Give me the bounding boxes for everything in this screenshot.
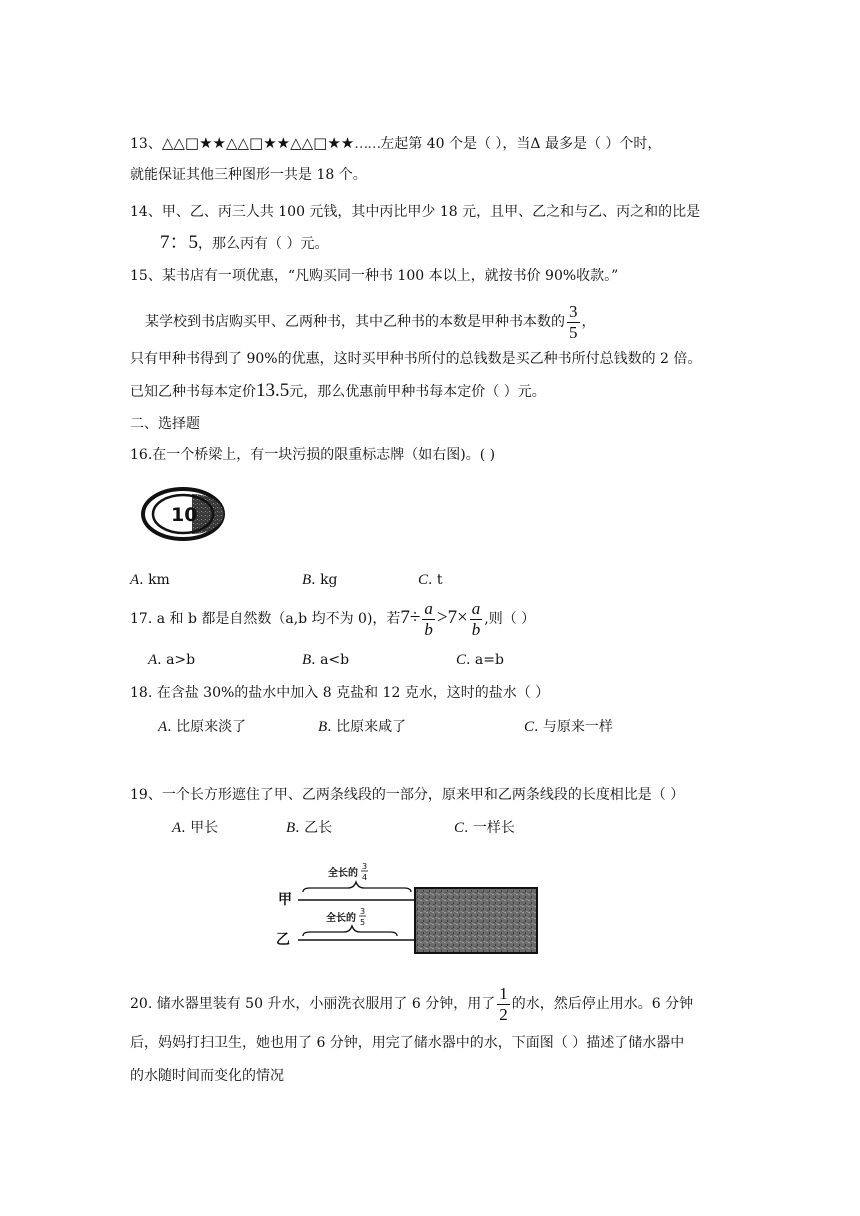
q15-fraction-denominator: 5: [569, 322, 578, 342]
q20-line1: [130, 982, 693, 1026]
q19-segments-figure: [270, 858, 542, 958]
q17-text: 17. a 和 b 都是自然数（a,b 均不为 0)，若: [130, 611, 401, 627]
q17-post: ,则（ ）: [484, 611, 536, 627]
q16-option-b-text: . kg: [311, 572, 338, 588]
q17-times-sign: ×: [457, 607, 468, 628]
q17-fraction-2: [470, 599, 483, 640]
q16-option-b: [302, 570, 338, 590]
q19-option-a: [172, 818, 218, 838]
caption-jia-den: 4: [362, 873, 368, 882]
q14-line1: 14、甲、乙、丙三人共 100 元钱，其中丙比甲少 18 元，且甲、乙之和与乙、丙之和的比是: [130, 204, 701, 220]
q15-fraction: [567, 302, 580, 343]
q16-option-a-letter: A: [130, 572, 140, 588]
q15-line2-text: 某学校到书店购买甲、乙两种书，其中乙种书的本数是甲种书本数的: [145, 314, 565, 330]
q18-option-b-letter: B: [318, 719, 328, 735]
caption-yi-num: 3: [360, 907, 366, 916]
q17-fraction-1-denominator: b: [424, 619, 433, 639]
q17-fraction-1: [422, 599, 435, 640]
section-title-choice: 二、选择题: [130, 416, 200, 432]
q16-option-a: [130, 570, 170, 590]
q15-line4-pre: 已知乙种书每本定价: [130, 384, 256, 400]
q16-option-c: [418, 570, 443, 590]
q17-line: [130, 596, 535, 640]
caption-jia: 全长的: [328, 868, 358, 879]
q13-line2: 就能保证其他三种图形一共是 18 个。: [130, 167, 367, 183]
q18-option-c: [524, 717, 613, 737]
q15-line2-end: ，: [581, 314, 596, 330]
q16-option-a-text: . km: [139, 572, 170, 588]
q20-line3: 的水随时间而变化的情况: [130, 1068, 284, 1084]
q17-fraction-2-numerator: a: [471, 598, 481, 618]
q18-option-b-text: . 比原来咸了: [327, 719, 407, 735]
q19-option-b: [286, 818, 332, 838]
q19-option-c-letter: C: [454, 820, 465, 836]
q19-option-c: [454, 818, 515, 838]
q17-option-a: [148, 650, 195, 670]
q15-fraction-numerator: 3: [569, 301, 578, 321]
q16-line: 16.在一个桥梁上，有一块污损的限重标志牌（如右图)。( ): [130, 447, 496, 463]
label-jia: 甲: [278, 892, 292, 908]
q17-seven-1: 7: [400, 607, 410, 628]
q19-option-b-text: . 乙长: [295, 820, 333, 836]
q15-price: 13.5: [256, 380, 290, 401]
q17-option-a-letter: A: [148, 652, 158, 668]
q13-number: 13、: [130, 136, 162, 152]
q14-line2: [160, 233, 328, 254]
sign-value: 10: [171, 504, 198, 526]
q18-option-a-text: . 比原来淡了: [167, 719, 247, 735]
q18-option-c-letter: C: [524, 719, 535, 735]
covering-rectangle: [415, 888, 537, 953]
q13-ellipsis: ……: [354, 136, 381, 152]
q14-ratio: 7：5: [160, 232, 199, 253]
q19-option-b-letter: B: [286, 820, 296, 836]
q17-seven-2: 7: [447, 607, 458, 628]
caption-yi: 全长的: [326, 913, 356, 924]
q19-option-a-letter: A: [172, 820, 182, 836]
q18-option-a: [158, 717, 246, 737]
q20-fraction-denominator: 2: [499, 1004, 508, 1024]
label-yi: 乙: [276, 932, 290, 948]
q20-fraction: [497, 984, 510, 1025]
q17-greater-sign: >: [436, 607, 448, 628]
caption-jia-num: 3: [362, 862, 368, 871]
q20-line2: 后，妈妈打扫卫生，她也用了 6 分钟，用完了储水器中的水，下面图（ ）描述了储水器中: [130, 1035, 685, 1051]
q20-line1-pre: 20. 储水器里装有 50 升水，小丽洗衣服用了 6 分钟，用了: [130, 996, 496, 1012]
q13-shape-sequence: △△□★★△△□★★△△□★★: [161, 134, 355, 152]
q20-fraction-numerator: 1: [499, 983, 508, 1003]
q18-option-a-letter: A: [158, 719, 168, 735]
q15-line4-post: 元，那么优惠前甲种书每本定价（ ）元。: [289, 384, 546, 400]
brace-jia: [303, 882, 411, 892]
q20-line1-post: 的水，然后停止用水。6 分钟: [511, 996, 694, 1012]
q15-line2: [145, 300, 596, 344]
q15-line1: 15、某书店有一项优惠，“凡购买同一种书 100 本以上，就按书价 90%收款。”: [130, 268, 619, 284]
q15-line3: 只有甲种书得到了 90%的优惠，这时买甲种书所付的总钱数是买乙种书所付总钱数的 2 倍。: [130, 351, 702, 367]
q13-text: 左起第 40 个是（ ），当Δ 最多是（ ）个时，: [380, 136, 662, 152]
q18-line: 18. 在含盐 30%的盐水中加入 8 克盐和 12 克水，这时的盐水（ ）: [130, 685, 550, 701]
q14-line2-text: ，那么丙有（ ）元。: [198, 236, 329, 252]
weight-limit-sign: [140, 486, 228, 542]
q17-fraction-2-denominator: b: [471, 619, 481, 639]
q17-option-c: [456, 650, 504, 670]
q19-option-c-text: . 一样长: [464, 820, 515, 836]
q16-option-c-text: . t: [428, 572, 443, 588]
q18-option-b: [318, 717, 406, 737]
q16-option-c-letter: C: [418, 572, 429, 588]
q17-option-c-letter: C: [456, 652, 467, 668]
q17-option-b-text: . a<b: [311, 652, 350, 668]
q17-option-a-text: . a>b: [157, 652, 196, 668]
q19-line: 19、一个长方形遮住了甲、乙两条线段的一部分，原来甲和乙两条线段的长度相比是（ ）: [130, 787, 685, 803]
brace-yi: [303, 926, 397, 936]
q15-line4: [130, 381, 546, 402]
q17-fraction-1-numerator: a: [424, 598, 433, 618]
q17-option-c-text: . a=b: [466, 652, 504, 668]
q18-option-c-text: . 与原来一样: [534, 719, 613, 735]
q19-option-a-text: . 甲长: [181, 820, 219, 836]
q16-option-b-letter: B: [302, 572, 312, 588]
q17-divide-sign: ÷: [409, 607, 421, 628]
q13-line1: [130, 133, 661, 154]
q17-option-b-letter: B: [302, 652, 312, 668]
caption-yi-den: 5: [360, 918, 366, 927]
q17-option-b: [302, 650, 349, 670]
